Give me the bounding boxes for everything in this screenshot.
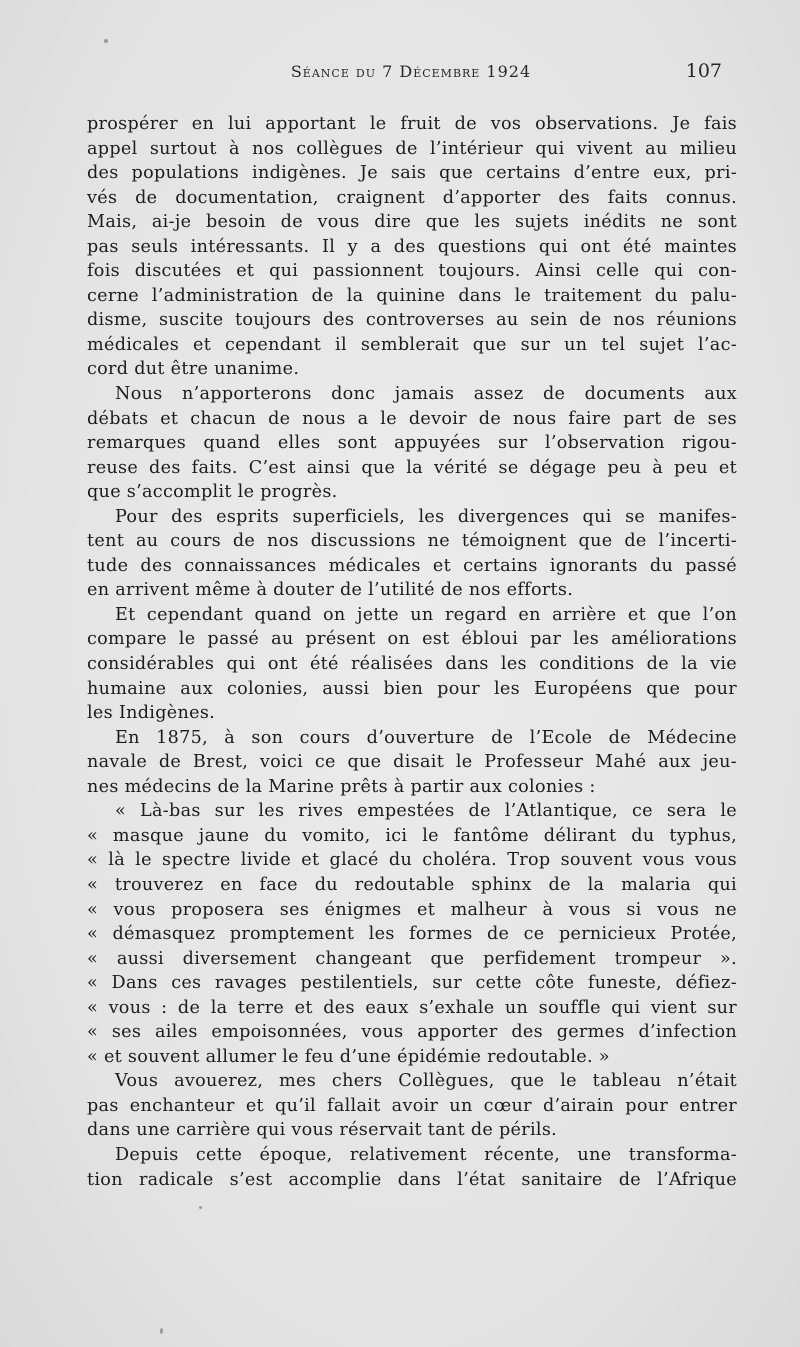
text-line: vés de documentation, craignent d’apporter des faits connus. <box>87 187 737 208</box>
text-line: disme, suscite toujours des controverses au sein de nos réunions <box>87 310 737 331</box>
page-number: 107 <box>685 60 722 82</box>
paper-speck <box>160 1328 163 1334</box>
text-line: dans une carrière qui vous réservait tant de périls. <box>87 1120 558 1141</box>
quote-line: « masque jaune du vomito, ici le fantôme délirant du typhus, <box>87 825 737 846</box>
text-line: fois discutées et qui passionnent toujours. Ainsi celle qui con- <box>87 261 737 282</box>
text-line: Nous n’apporterons donc jamais assez de documents aux <box>115 384 737 405</box>
running-header <box>86 62 736 86</box>
text-line: reuse des faits. C’est ainsi que la vérité se dégage peu à peu et <box>87 457 737 478</box>
text-line: médicales et cependant il semblerait que sur un tel sujet l’ac- <box>87 334 737 355</box>
paper-speck <box>199 1206 202 1209</box>
text-line: débats et chacun de nous a le devoir de nous faire part de ses <box>87 408 737 429</box>
text-line: Depuis cette époque, relativement récente, une transforma- <box>115 1144 737 1165</box>
quote-line: « là le spectre livide et glacé du choléra. Trop souvent vous vous <box>87 850 737 871</box>
quote-line: « vous proposera ses énigmes et malheur à vous si vous ne <box>87 899 737 920</box>
text-line: En 1875, à son cours d’ouverture de l’Ecole de Médecine <box>115 727 737 748</box>
text-line: Mais, ai-je besoin de vous dire que les sujets inédits ne sont <box>87 212 737 233</box>
text-line: cerne l’administration de la quinine dans le traitement du palu- <box>87 285 737 306</box>
text-line: Pour des esprits superficiels, les divergences qui se manifes- <box>115 506 737 527</box>
body-text <box>87 112 737 1192</box>
text-line: appel surtout à nos collègues de l’intérieur qui vivent au milieu <box>87 138 737 159</box>
text-line: Et cependant quand on jette un regard en arrière et que l’on <box>115 604 737 625</box>
quote-line: « vous : de la terre et des eaux s’exhale un souffle qui vient sur <box>87 997 737 1018</box>
text-line: prospérer en lui apportant le fruit de vos observations. Je fais <box>87 114 737 134</box>
text-line: en arrivent même à douter de l’utilité de nos efforts. <box>87 580 574 601</box>
quote-line: « Dans ces ravages pestilentiels, sur cette côte funeste, défiez- <box>87 973 737 994</box>
text-line: humaine aux colonies, aussi bien pour les Européens que pour <box>87 678 737 699</box>
text-line: tion radicale s’est accomplie dans l’état sanitaire de l’Afrique <box>87 1169 737 1190</box>
paper-speck <box>104 39 108 43</box>
quote-line: « démasquez promptement les formes de ce pernicieux Protée, <box>87 924 737 945</box>
quote-line: « trouverez en face du redoutable sphinx de la malaria qui <box>87 874 737 895</box>
quote-line: « et souvent allumer le feu d’une épidémie redoutable. » <box>87 1046 610 1067</box>
quote-line: « ses ailes empoisonnées, vous apporter des germes d’infection <box>87 1022 737 1043</box>
text-line: Vous avouerez, mes chers Collègues, que le tableau n’était <box>115 1071 737 1092</box>
text-line: que s’accomplit le progrès. <box>87 482 338 503</box>
text-line: tude des connaissances médicales et certains ignorants du passé <box>87 555 737 576</box>
text-line: considérables qui ont été réalisées dans les conditions de la vie <box>87 654 737 675</box>
quote-line: « aussi diversement changeant que perfidement trompeur ». <box>87 948 737 969</box>
text-line: pas seuls intéressants. Il y a des questions qui ont été maintes <box>87 236 737 257</box>
text-line: les Indigènes. <box>87 703 216 724</box>
text-line: tent au cours de nos discussions ne témoignent que de l’incerti- <box>87 531 737 552</box>
text-line: compare le passé au présent on est ébloui par les améliorations <box>87 629 737 650</box>
text-line: cord dut être unanime. <box>87 359 300 380</box>
text-line: des populations indigènes. Je sais que certains d’entre eux, pri- <box>87 163 737 184</box>
text-line: navale de Brest, voici ce que disait le Professeur Mahé aux jeu- <box>87 752 737 773</box>
text-line: nes médecins de la Marine prêts à partir aux colonies : <box>87 776 596 797</box>
running-title: Séance du 7 Décembre 1924 <box>290 62 532 81</box>
text-line: remarques quand elles sont appuyées sur l’observation rigou- <box>87 433 737 454</box>
text-line: pas enchanteur et qu’il fallait avoir un cœur d’airain pour entrer <box>87 1095 737 1116</box>
quote-line: « Là-bas sur les rives empestées de l’Atlantique, ce sera le <box>115 801 737 822</box>
